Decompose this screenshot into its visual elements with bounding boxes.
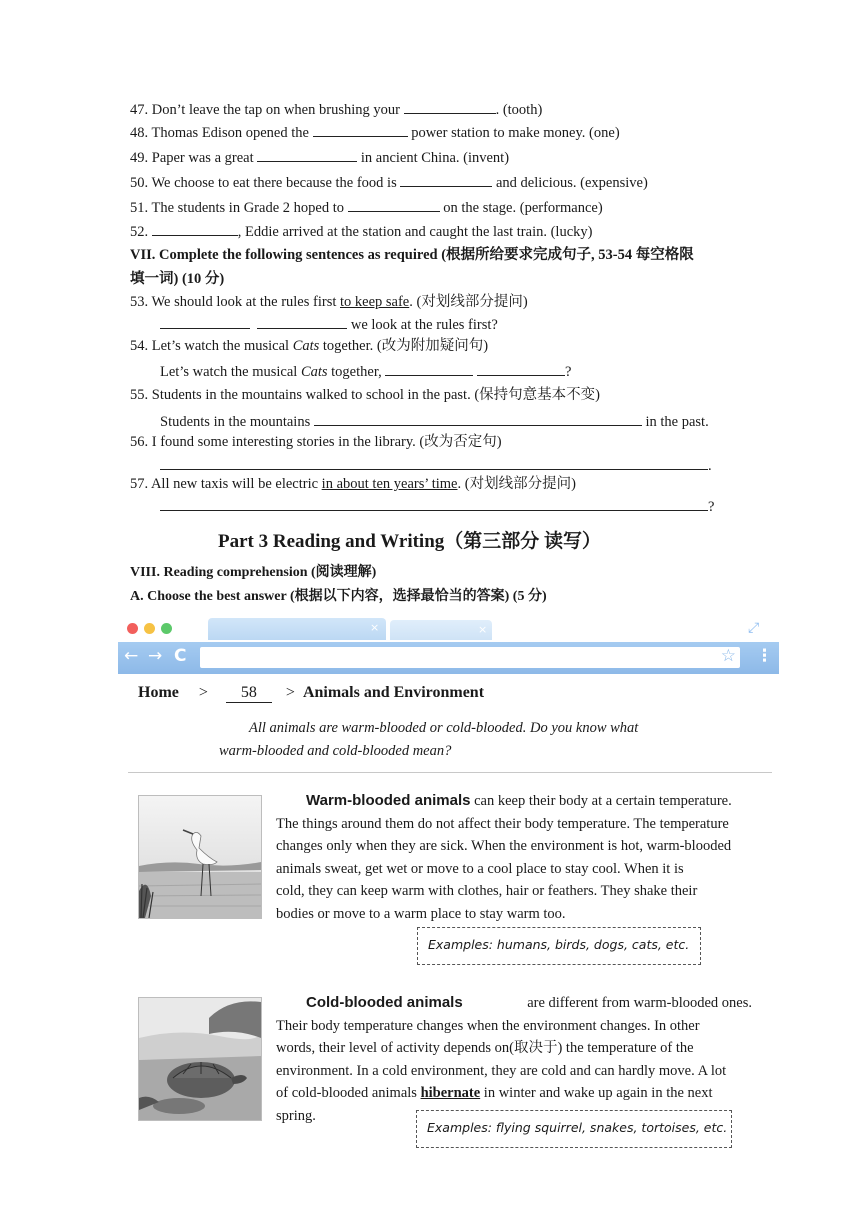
- address-bar[interactable]: [200, 647, 740, 668]
- section-7-heading-line1: VII. Complete the following sentences as required (根据所给要求完成句子, 53-54 每空格限: [130, 247, 694, 263]
- question-47: 47. Don’t leave the tap on when brushing your . (tooth): [130, 99, 542, 119]
- breadcrumb-separator: >: [285, 684, 295, 701]
- answer-blank[interactable]: [404, 99, 496, 114]
- question-57: 57. All new taxis will be electric in about ten years’ time. (对划线部分提问): [130, 476, 576, 492]
- question-55: 55. Students in the mountains walked to school in the past. (保持句意基本不变): [130, 387, 600, 403]
- breadcrumb-home[interactable]: Home: [138, 684, 179, 701]
- answer-blank[interactable]: [160, 496, 708, 511]
- question-55-answer: Students in the mountains in the past.: [160, 411, 709, 431]
- question-53: 53. We should look at the rules first to keep safe. (对划线部分提问): [130, 294, 528, 310]
- tortoise-image: [138, 997, 262, 1121]
- menu-icon[interactable]: ⋮: [756, 646, 773, 666]
- intro-line-2: warm-blooded and cold-blooded mean?: [219, 743, 452, 759]
- maximize-window-dot[interactable]: [161, 623, 172, 634]
- tab-close-icon[interactable]: ×: [478, 623, 488, 636]
- cold-examples-box: Examples: flying squirrel, snakes, tortoises, etc.: [416, 1110, 732, 1148]
- section-8-heading: VIII. Reading comprehension (阅读理解): [130, 565, 377, 580]
- forward-arrow-icon[interactable]: →: [148, 646, 163, 666]
- answer-blank[interactable]: [313, 122, 408, 137]
- question-56: 56. I found some interesting stories in the library. (改为否定句): [130, 434, 502, 450]
- question-53-answer: we look at the rules first?: [160, 314, 498, 334]
- answer-blank[interactable]: [257, 147, 357, 162]
- back-arrow-icon[interactable]: ←: [124, 646, 139, 666]
- question-57-answer: ?: [160, 496, 714, 516]
- question-56-answer: .: [160, 455, 712, 475]
- hibernate-word: hibernate: [420, 1085, 481, 1102]
- question-51: 51. The students in Grade 2 hoped to on the stage. (performance): [130, 197, 603, 217]
- answer-blank[interactable]: [400, 172, 492, 187]
- answer-blank[interactable]: [160, 314, 250, 329]
- part-3-title: Part 3 Reading and Writing（第三部分 读写）: [218, 531, 602, 552]
- answer-blank[interactable]: [477, 361, 565, 376]
- question-48: 48. Thomas Edison opened the power station to make money. (one): [130, 122, 620, 142]
- question-54: 54. Let’s watch the musical Cats together. (改为附加疑问句): [130, 338, 489, 354]
- section-7-heading-line2: 填一词) (10 分): [130, 271, 225, 287]
- browser-window: [118, 618, 779, 674]
- cold-blooded-paragraph: Cold-blooded animals are different from warm-blooded ones. Their body temperature changes when the environment changes. In other words, their level of activity depends on(取决于) the temperature of the environment. In a cold environment, they are cold and can hardly move. A lot of cold-blooded animals hibernate in winter and wake up again in the next spring.: [276, 994, 752, 1124]
- answer-blank[interactable]: [257, 314, 347, 329]
- divider: [128, 772, 772, 773]
- breadcrumb-page: Animals and Environment: [302, 684, 485, 701]
- answer-blank[interactable]: [348, 197, 440, 212]
- minimize-window-dot[interactable]: [144, 623, 155, 634]
- close-window-dot[interactable]: [127, 623, 138, 634]
- question-54-answer: Let’s watch the musical Cats together, ?: [160, 361, 571, 381]
- reload-icon[interactable]: C: [174, 646, 187, 666]
- answer-blank[interactable]: [385, 361, 473, 376]
- cold-blooded-term: Cold-blooded animals: [306, 994, 463, 1011]
- browser-toolbar: [118, 642, 779, 674]
- breadcrumb: [138, 684, 484, 703]
- question-50: 50. We choose to eat there because the food is and delicious. (expensive): [130, 172, 648, 192]
- warm-examples-box: Examples: humans, birds, dogs, cats, etc.: [417, 927, 701, 965]
- breadcrumb-separator: >: [198, 684, 208, 701]
- question-52: 52. , Eddie arrived at the station and caught the last train. (lucky): [130, 221, 592, 241]
- expand-icon[interactable]: ⤢: [748, 620, 760, 636]
- star-icon[interactable]: ☆: [720, 646, 736, 666]
- tab-close-icon[interactable]: ×: [370, 621, 380, 634]
- browser-tab[interactable]: [390, 620, 492, 640]
- warm-blooded-paragraph: Warm-blooded animals can keep their body at a certain temperature. The things around them do not affect their body temperature. The temperature changes only when they are sick. When the environment is hot, warm-blooded animals sweat, get wet or move to a cool place to stay cool. When it is cold, they can keep warm with clothes, hair or feathers. They shake their bodies or move to a warm place to stay warm too.: [276, 792, 732, 922]
- warm-blooded-term: Warm-blooded animals: [306, 792, 471, 809]
- breadcrumb-blank-58: 58: [226, 684, 272, 703]
- section-8a-heading: A. Choose the best answer (根据以下内容，选择最恰当的答案) (5 分): [130, 589, 547, 604]
- egret-image: [138, 795, 262, 919]
- answer-blank[interactable]: [152, 221, 238, 236]
- browser-tab-active[interactable]: [208, 618, 386, 640]
- intro-line-1: All animals are warm-blooded or cold-blooded. Do you know what: [249, 720, 639, 736]
- answer-blank[interactable]: [160, 455, 708, 470]
- question-49: 49. Paper was a great in ancient China. (invent): [130, 147, 509, 167]
- answer-blank[interactable]: [314, 411, 642, 426]
